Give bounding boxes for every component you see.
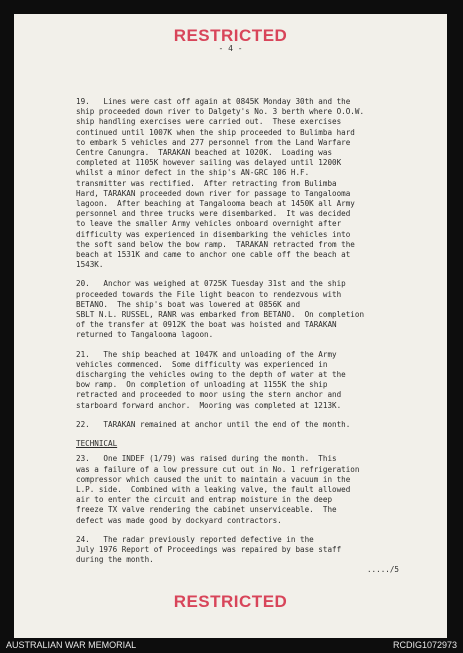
paragraph-19: 19. Lines were cast off again at 0845K Monday 30th and the ship proceeded down river to Dalgety's No. 3 berth where O.O.W. ship handling exercises were carried out. These exercises continued until 1007K when the ship proceeded to Bulimba hard to embark 5 vehicles and 277 personnel from the Land Warfare Centre Canungra. TARAKAN beached at 1020K. Loading was completed at 1105K however sailing was delayed until 1200K whilst a minor defect in the ship's AN-GRC 106 H.F. transmitter was rectified. After retracting from Bulimba Hard, TARAKAN proceeded down river for passage to Tangalooma lagoon. After beaching at Tangalooma beach at 1450K all Army personnel and three trucks were disembarked. It was decided to leave the smaller Army vehicles onboard overnight after difficulty was experienced in disembarking the vehicles into the soft sand below the bow ramp. TARAKAN retracted from the beach at 1531K and came to anchor one cable off the beach at 1543K. xyxy=(76,97,365,270)
paragraph-24: 24. The radar previously reported defective in the July 1976 Report of Proceedings was repaired by base staff during the month. xyxy=(76,534,342,565)
archive-footer xyxy=(0,638,463,653)
section-heading-technical: TECHNICAL xyxy=(76,439,118,449)
paragraph-23: 23. One INDEF (1/79) was raised during the month. This was a failure of a low pressure cut out in No. 1 refrigeration compressor which caused the unit to maintain a vacuum in the L.P. side. Combined with a leaking valve, the fault allowed air to enter the circuit and entrap moisture in the deep freeze TX valve rendering the cabinet unserviceable. The defect was made good by dockyard contractors. xyxy=(76,454,360,525)
page-number: - 4 - xyxy=(218,44,243,53)
paragraph-22: 22. TARAKAN remained at anchor until the end of the month. xyxy=(76,419,351,429)
continuation-marker: ...../5 xyxy=(366,565,399,574)
paragraph-20: 20. Anchor was weighed at 0725K Tuesday 31st and the ship proceeded towards the File light beacon to rendezvous with BETANO. The ship's boat was lowered at 0856K and SBLT N.L. RUSSEL, RANR was embarked from BETANO. On completion of the transfer at 0912K the boat was hoisted and TARAKAN returned to Tangalooma lagoon. xyxy=(76,279,365,340)
archive-source: AUSTRALIAN WAR MEMORIAL xyxy=(6,640,137,650)
document-body xyxy=(76,97,421,574)
restricted-stamp-top: RESTRICTED xyxy=(173,26,288,45)
paragraph-21: 21. The ship beached at 1047K and unloading of the Army vehicles commenced. Some difficulty was experienced in discharging the vehicles owing to the depth of water at the bow ramp. On completion of unloading at 1155K the ship retracted and proceeded to moor using the stern anchor and starboard forward anchor. Mooring was completed at 1213K. xyxy=(76,349,346,410)
archive-id: RCDIG1072973 xyxy=(392,640,457,650)
document-page xyxy=(14,14,447,638)
restricted-stamp-bottom: RESTRICTED xyxy=(173,592,288,611)
